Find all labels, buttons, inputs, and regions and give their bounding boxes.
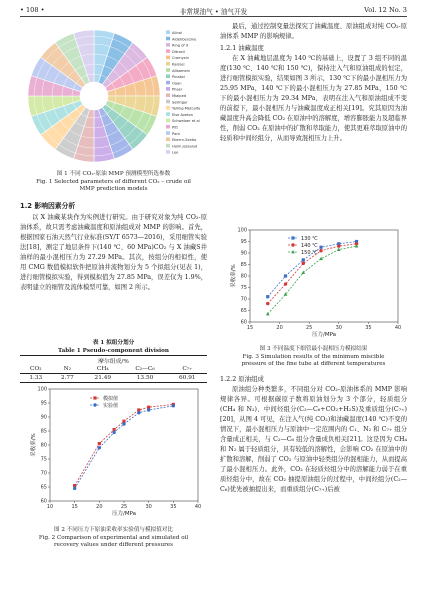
legend-swatch bbox=[166, 150, 170, 154]
legend-label: Pheer bbox=[172, 87, 183, 92]
journal-name: 非常规油气 • 油气开发 bbox=[179, 8, 248, 16]
data-point bbox=[98, 446, 101, 449]
legend-label: Yelling-Metcalfe bbox=[172, 106, 201, 111]
table-title: 表 1 拟组分划分 bbox=[92, 340, 135, 346]
data-point bbox=[112, 431, 115, 434]
data-point bbox=[302, 258, 305, 261]
x-tick-label: 40 bbox=[394, 325, 402, 331]
legend-swatch bbox=[166, 125, 170, 129]
legend-label: Holm Jossalud bbox=[172, 144, 198, 149]
legend-label: Ditroxil bbox=[172, 49, 185, 54]
right-text-top bbox=[220, 22, 407, 144]
legend-swatch bbox=[166, 43, 170, 47]
pseudo-component-table bbox=[20, 355, 207, 383]
line-chart bbox=[220, 222, 407, 344]
legend-swatch bbox=[166, 75, 170, 79]
y-axis-label: 采收率/% bbox=[31, 433, 37, 457]
data-point bbox=[284, 282, 287, 285]
legend-swatch bbox=[166, 144, 170, 148]
y-tick-label: 70 bbox=[240, 296, 247, 303]
data-point bbox=[266, 302, 269, 305]
x-tick-label: 35 bbox=[365, 325, 372, 331]
x-tick-label: 30 bbox=[145, 504, 152, 510]
x-tick-label: 25 bbox=[306, 325, 313, 331]
y-tick-label: 95 bbox=[240, 239, 247, 246]
figure-2-caption-en: Fig. 2 Comparison of experimental and simulated oil recovery values under different pressures bbox=[38, 534, 189, 548]
y-tick-label: 65 bbox=[40, 484, 47, 491]
x-tick-label: 25 bbox=[120, 504, 128, 510]
legend-label: 模拟值 bbox=[103, 395, 119, 402]
plot-frame bbox=[250, 230, 398, 322]
legend-label: 实验值 bbox=[103, 402, 119, 409]
data-point bbox=[137, 411, 140, 414]
data-point bbox=[98, 442, 101, 445]
y-tick-label: 65 bbox=[240, 308, 247, 315]
legend-label: Pitt bbox=[172, 125, 178, 130]
section-heading: 1.2 影响因素分析 bbox=[20, 202, 76, 210]
y-tick-label: 75 bbox=[240, 285, 247, 292]
x-tick-label: 15 bbox=[71, 504, 78, 510]
legend-swatch bbox=[166, 106, 170, 110]
table-header: C₇₊ bbox=[168, 365, 207, 374]
data-point bbox=[284, 274, 287, 277]
legend-marker bbox=[93, 403, 96, 406]
table-cell: 2.77 bbox=[52, 374, 84, 383]
legend-label: Ring of it bbox=[172, 43, 189, 48]
legend-swatch bbox=[166, 30, 170, 34]
legend-label: Cromysin bbox=[172, 56, 189, 61]
y-axis-label: 采收率/% bbox=[231, 264, 237, 288]
legend-label: Alinol bbox=[172, 31, 182, 35]
legend-swatch bbox=[166, 49, 170, 53]
figure-3-caption-cn: 图 3 不同温度下细管最小混相压力模拟结果 bbox=[259, 346, 368, 352]
series-line bbox=[75, 406, 174, 489]
legend-label: Kaissel bbox=[172, 62, 185, 67]
figure-3-caption bbox=[220, 346, 407, 369]
legend-swatch bbox=[166, 93, 170, 97]
paragraph: 最后，通过控制变量法探究了油藏温度、原油组成对纯 CO₂-原油体系 MMP 的影响规律。 bbox=[220, 23, 407, 40]
y-tick-label: 90 bbox=[40, 414, 47, 421]
right-text-bottom bbox=[220, 374, 407, 495]
legend-label: Pinakol bbox=[172, 75, 185, 80]
table-1 bbox=[20, 340, 207, 383]
paragraph: 在 X 油藏地层温度为 140 ℃的基础上，设置了 3 组不同的温度(130 ℃、140 ℃和 150 ℃)，保持注入气和原油组成的恒定，进行细管模拟实验，结果如图 3 所示，130 ℃下的最小混相压力为 25.95 MPa，140 ℃下的最小混相压力为 27.85 MPa，150 ℃下的最小混相压力为 29.34 MPa，表明在注入气和原油组成不变的前提下，最小混相压力与油藏温度成正相关[19]。究其原因为油藏温度升高会降低 CO₂ 在原油中的溶解度，增容膨胀能力及超临界性，削弱 CO₂ 在原油中的扩散和萃取能力，使其更难萃取原油中的轻质和中间烃组分，从而导致混相压力上升。 bbox=[220, 55, 407, 142]
legend-swatch bbox=[166, 62, 170, 66]
legend-label: Allbamein bbox=[172, 68, 190, 73]
figure-3 bbox=[220, 222, 407, 344]
left-text bbox=[20, 201, 207, 293]
y-tick-label: 95 bbox=[40, 400, 47, 407]
legend-label: 150 ℃ bbox=[301, 249, 318, 256]
figure-2 bbox=[20, 383, 207, 525]
y-tick-label: 100 bbox=[37, 386, 47, 393]
legend-label: Aldehbenzine bbox=[172, 37, 197, 42]
y-tick-label: 60 bbox=[240, 319, 247, 326]
series-line bbox=[268, 246, 357, 314]
data-point bbox=[337, 248, 341, 251]
data-point bbox=[73, 487, 76, 490]
table-header: C₂—C₆ bbox=[122, 365, 167, 374]
paragraph: 以 X 油藏某块作为实例进行研究。由于研究对象为纯 CO₂-原油体系，故只需考虑油藏温度和原油组成对 MMP 的影响。首先，根据国家石油天然气行业标准(SY/T 6573—2016)，采用细管实验法[18]，测定了地层条件下(140 ℃、60 MPa)CO₂ 与 X 油藏S井油样的最小混相压力为 27.29 MPa。其次，按组分的相似性，使用 CMG 数值模拟软件把原油井流物划分为 5 个拟组分(见表 1)，进行细管模拟实验，得到模拟值为 27.85 MPa，误差仅为 1.9%，表明建立的细管及流体模型可靠，如图 2 所示。 bbox=[20, 214, 207, 291]
x-tick-label: 20 bbox=[96, 504, 103, 510]
table-cell: 60.91 bbox=[168, 374, 207, 383]
legend-marker bbox=[291, 236, 294, 239]
legend-label: 140 ℃ bbox=[301, 242, 318, 249]
volume-issue: Vol. 12 No. 3 bbox=[364, 6, 407, 14]
data-point bbox=[319, 249, 322, 252]
x-tick-label: 35 bbox=[170, 504, 177, 510]
legend-label: Oaan bbox=[172, 81, 182, 86]
x-tick-label: 30 bbox=[335, 325, 342, 331]
x-tick-label: 10 bbox=[46, 504, 54, 510]
page-header bbox=[20, 3, 407, 17]
y-tick-label: 70 bbox=[40, 470, 47, 477]
legend-swatch bbox=[166, 81, 170, 85]
data-point bbox=[301, 271, 305, 274]
legend-swatch bbox=[166, 138, 170, 142]
legend-label: Schwelaer et al bbox=[172, 119, 200, 124]
data-point bbox=[337, 244, 340, 247]
legend-label: Pant bbox=[172, 131, 180, 136]
y-tick-label: 100 bbox=[237, 227, 247, 234]
data-point bbox=[302, 262, 305, 265]
center-hole bbox=[81, 83, 107, 109]
paragraph: 原油组分种类繁多，不同组分对 CO₂-原油体系的 MMP 影响规律各异。可根据碳原子数将原油划分为 3 个部分，轻质组分(CH₄ 和 N₂)、中间烃组分(C₂—C₆+CO₂+H₂S)及重质组分(C₇₊)[20]，从图 4 可见，在注入气(纯 CO₂)和油藏温度(140 ℃)不变的情况下，最小混相压力与原油中一定范围内的 C₁、N₂ 和 C₇₊ 组分含量成正相关，与 C₂—C₆ 组分含量成负相关[21]。这是因为 CH₄ 和 N₂ 属于轻质组分，具有较低的溶解性，会影响 CO₂ 在原油中的扩散和溶解，削弱了 CO₂ 与原油中轻类组分的混相能力，从而提高了最小混相压力。此外，CO₂ 在轻质烃组分中的溶解能力弱于在重质烃组分中，故在 CO₂ 抽提原油组分的过程中，中间烃组分(C₂—C₆)优先被抽提出来，而重质组分(C₇₊)后被 bbox=[220, 386, 407, 493]
table-cell: 21.49 bbox=[83, 374, 122, 383]
table-header: CH₄ bbox=[83, 365, 122, 374]
plot-frame bbox=[50, 389, 198, 501]
x-tick-label: 40 bbox=[194, 504, 202, 510]
data-point bbox=[147, 408, 150, 411]
line-chart bbox=[20, 383, 207, 525]
y-tick-label: 80 bbox=[40, 442, 47, 449]
figure-1-caption bbox=[20, 171, 207, 194]
table-group-header: 摩尔组成/% bbox=[20, 356, 207, 366]
legend-marker bbox=[291, 243, 294, 246]
figure-2-caption bbox=[20, 527, 207, 550]
x-tick-label: 15 bbox=[246, 325, 254, 331]
data-point bbox=[172, 404, 175, 407]
x-tick-label: 20 bbox=[276, 325, 283, 331]
subsection-heading: 1.2.1 油藏温度 bbox=[220, 44, 264, 52]
table-header: N₂ bbox=[52, 365, 84, 374]
legend-label: Sellinger bbox=[172, 100, 188, 105]
data-point bbox=[266, 295, 269, 298]
data-point bbox=[319, 246, 322, 249]
table-title-en: Table 1 Pseudo-component division bbox=[58, 347, 169, 354]
legend-swatch bbox=[166, 87, 170, 91]
page-number: • 108 • bbox=[20, 6, 45, 14]
y-tick-label: 90 bbox=[240, 250, 247, 257]
x-axis-label: 压力/MPa bbox=[111, 511, 137, 517]
y-tick-label: 75 bbox=[40, 456, 47, 463]
data-point bbox=[122, 422, 125, 425]
y-tick-label: 60 bbox=[40, 498, 47, 505]
legend-label: Miaiped bbox=[172, 94, 187, 98]
legend-label: 130 ℃ bbox=[301, 235, 318, 242]
figure-1 bbox=[20, 18, 207, 170]
table-cell: 1.33 bbox=[20, 374, 52, 383]
legend-label: Else Aveton bbox=[172, 112, 193, 117]
table-header: CO₂ bbox=[20, 365, 52, 374]
legend-swatch bbox=[166, 131, 170, 135]
figure-3-caption-en: Fig. 3 Simulation results of the minimum miscible pressure of the fine tube at different temperatures bbox=[241, 353, 386, 367]
figure-1-caption-en: Fig. 1 Selected parameters of different CO₂ – crude oil MMP prediction models bbox=[36, 178, 191, 192]
legend-swatch bbox=[166, 68, 170, 72]
legend-swatch bbox=[166, 119, 170, 123]
legend-swatch bbox=[166, 56, 170, 60]
table-row bbox=[20, 374, 207, 383]
legend-swatch bbox=[166, 100, 170, 104]
series-line bbox=[75, 404, 174, 485]
legend-marker bbox=[93, 396, 96, 399]
y-tick-label: 80 bbox=[240, 273, 247, 280]
table-cell: 13.50 bbox=[122, 374, 167, 383]
figure-2-caption-cn: 图 2 不同压力下原油采收率实验值与模拟值对比 bbox=[54, 527, 173, 533]
y-tick-label: 85 bbox=[240, 262, 247, 269]
pie-chart bbox=[20, 18, 207, 170]
legend-label: Lee bbox=[172, 150, 179, 155]
x-axis-label: 压力/MPa bbox=[311, 332, 337, 338]
y-tick-label: 85 bbox=[40, 428, 47, 435]
legend-swatch bbox=[166, 112, 170, 116]
figure-1-caption-cn: 图 1 不同 CO₂-原油 MMP 预测模型所选参数 bbox=[56, 171, 171, 177]
legend-swatch bbox=[166, 37, 170, 41]
subsection-heading: 1.2.2 原油组成 bbox=[220, 375, 264, 383]
legend-label: Eberrn-Sextio bbox=[172, 138, 197, 143]
